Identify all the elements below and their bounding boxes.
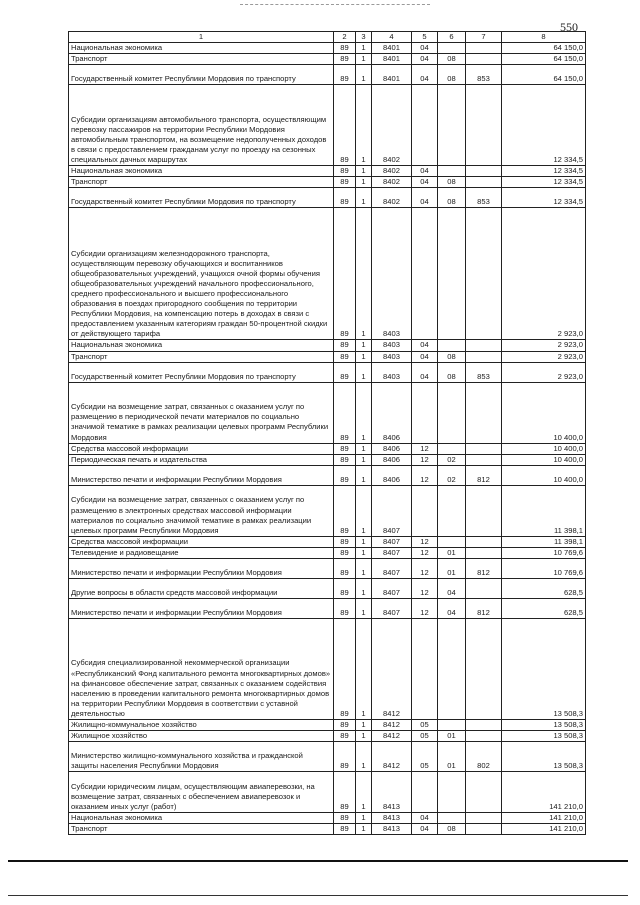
table-cell-col2: 89 <box>334 382 356 443</box>
table-cell-col3: 1 <box>356 65 372 85</box>
table-cell-col3: 1 <box>356 720 372 731</box>
table-cell-col8: 13 508,3 <box>502 731 586 742</box>
table-cell-col3: 1 <box>356 536 372 547</box>
table-cell-col6 <box>438 43 466 54</box>
table-cell-col6 <box>438 208 466 340</box>
table-cell-col4: 8401 <box>372 43 412 54</box>
column-header: 4 <box>372 32 412 43</box>
table-cell-col4: 8402 <box>372 177 412 188</box>
table-cell-col8: 141 210,0 <box>502 824 586 835</box>
table-cell-col5: 04 <box>412 54 438 65</box>
table-cell-col2: 89 <box>334 454 356 465</box>
table-cell-col8: 10 769,6 <box>502 547 586 558</box>
table-cell-col3: 1 <box>356 208 372 340</box>
table-cell-col2: 89 <box>334 536 356 547</box>
table-cell-col4: 8406 <box>372 454 412 465</box>
table-cell-col6 <box>438 85 466 166</box>
table-cell-col1: Жилищное хозяйство <box>69 731 334 742</box>
table-cell-col7 <box>466 772 502 813</box>
table-cell-col7 <box>466 536 502 547</box>
table-cell-col3: 1 <box>356 443 372 454</box>
table-row <box>69 619 586 720</box>
table-cell-col1: Министерство печати и информации Республики Мордовия <box>69 465 334 485</box>
table-cell-col1: Транспорт <box>69 177 334 188</box>
table-cell-col1: Субсидии юридическим лицам, осуществляющим авиаперевозки, на возмещение затрат, связанных с обеспечением авиаперевозок и оказанием иных услуг (работ) <box>69 772 334 813</box>
table-cell-col6: 01 <box>438 547 466 558</box>
table-cell-col7 <box>466 340 502 351</box>
table-cell-col7 <box>466 443 502 454</box>
table-cell-col6: 04 <box>438 599 466 619</box>
table-cell-col4: 8413 <box>372 772 412 813</box>
table-cell-col1: Субсидии организациям железнодорожного транспорта, осуществляющим перевозку обучающихся и воспитанников общеобразовательных учреждений, учащихся очной формы обучения общеобразовательных учреждений начального профессионального, среднего профессионального и высшего профессионального образования в поездах пригородного сообщения по территории Республики Мордовия, на компенсацию потерь в доходах в связи с предоставлением указанным категориям граждан 50-процентной скидки от действующего тарифа <box>69 208 334 340</box>
table-cell-col5: 04 <box>412 813 438 824</box>
table-row <box>69 65 586 85</box>
table-row <box>69 579 586 599</box>
table-cell-col5: 12 <box>412 465 438 485</box>
table-cell-col6: 08 <box>438 188 466 208</box>
table-cell-col8: 141 210,0 <box>502 772 586 813</box>
table-row <box>69 720 586 731</box>
column-header: 5 <box>412 32 438 43</box>
table-cell-col1: Телевидение и радиовещание <box>69 547 334 558</box>
table-cell-col2: 89 <box>334 720 356 731</box>
table-cell-col2: 89 <box>334 362 356 382</box>
table-cell-col8: 141 210,0 <box>502 813 586 824</box>
table-cell-col1: Субсидия специализированной некоммерческой организации «Республиканский Фонд капитального ремонта многоквартирных домов» на финансовое обеспечение затрат, связанных с оказанием содействия населению в проведении капитального ремонта многоквартирных домов на территории Республики Мордовия в соответствии с уставной деятельностью <box>69 619 334 720</box>
table-cell-col7 <box>466 351 502 362</box>
table-row <box>69 208 586 340</box>
table-cell-col2: 89 <box>334 465 356 485</box>
table-cell-col6 <box>438 340 466 351</box>
table-cell-col4: 8402 <box>372 166 412 177</box>
table-cell-col6: 01 <box>438 731 466 742</box>
table-cell-col2: 89 <box>334 85 356 166</box>
table-row <box>69 54 586 65</box>
table-cell-col2: 89 <box>334 742 356 772</box>
table-cell-col4: 8406 <box>372 382 412 443</box>
table-cell-col5: 04 <box>412 351 438 362</box>
table-cell-col5 <box>412 772 438 813</box>
table-cell-col3: 1 <box>356 177 372 188</box>
table-cell-col5 <box>412 485 438 536</box>
table-cell-col2: 89 <box>334 599 356 619</box>
table-cell-col6: 08 <box>438 54 466 65</box>
table-cell-col6 <box>438 720 466 731</box>
table-cell-col6: 01 <box>438 559 466 579</box>
table-cell-col8: 2 923,0 <box>502 208 586 340</box>
table-cell-col1: Субсидии организациям автомобильного транспорта, осуществляющим перевозку пассажиров на территории Республики Мордовия автомобильным транспортом, на возмещение недополученных доходов в связи с предоставлением гражданам услуг по проезду на сезонных специальных дачных маршрутах <box>69 85 334 166</box>
table-cell-col8: 12 334,5 <box>502 85 586 166</box>
table-cell-col4: 8407 <box>372 559 412 579</box>
table-row <box>69 382 586 443</box>
table-row <box>69 443 586 454</box>
table-cell-col3: 1 <box>356 351 372 362</box>
table-cell-col3: 1 <box>356 454 372 465</box>
table-cell-col8: 64 150,0 <box>502 54 586 65</box>
table-cell-col5: 12 <box>412 536 438 547</box>
table-cell-col5: 12 <box>412 559 438 579</box>
table-cell-col2: 89 <box>334 485 356 536</box>
table-cell-col7 <box>466 547 502 558</box>
table-cell-col4: 8406 <box>372 443 412 454</box>
table-cell-col3: 1 <box>356 813 372 824</box>
table-cell-col7 <box>466 382 502 443</box>
table-cell-col7 <box>466 166 502 177</box>
table-cell-col8: 12 334,5 <box>502 177 586 188</box>
column-header: 6 <box>438 32 466 43</box>
table-row <box>69 824 586 835</box>
table-cell-col5: 04 <box>412 362 438 382</box>
table-cell-col1: Другие вопросы в области средств массовой информации <box>69 579 334 599</box>
table-cell-col7: 853 <box>466 362 502 382</box>
table-cell-col3: 1 <box>356 188 372 208</box>
table-cell-col6: 08 <box>438 351 466 362</box>
table-cell-col3: 1 <box>356 166 372 177</box>
table-cell-col7 <box>466 619 502 720</box>
table-cell-col8: 10 400,0 <box>502 465 586 485</box>
table-cell-col1: Государственный комитет Республики Мордовия по транспорту <box>69 362 334 382</box>
table-cell-col5: 04 <box>412 188 438 208</box>
table-row <box>69 485 586 536</box>
table-cell-col7 <box>466 720 502 731</box>
table-row <box>69 536 586 547</box>
table-cell-col8: 2 923,0 <box>502 351 586 362</box>
table-row <box>69 772 586 813</box>
table-cell-col1: Министерство жилищно-коммунального хозяйства и гражданской защиты населения Республики Мордовия <box>69 742 334 772</box>
table-cell-col7 <box>466 731 502 742</box>
table-row <box>69 547 586 558</box>
table-cell-col2: 89 <box>334 54 356 65</box>
table-cell-col5: 05 <box>412 720 438 731</box>
table-cell-col6: 04 <box>438 579 466 599</box>
table-cell-col8: 11 398,1 <box>502 536 586 547</box>
table-cell-col8: 12 334,5 <box>502 166 586 177</box>
table-cell-col5 <box>412 382 438 443</box>
table-cell-col3: 1 <box>356 362 372 382</box>
table-cell-col2: 89 <box>334 547 356 558</box>
table-row <box>69 599 586 619</box>
table-cell-col4: 8407 <box>372 547 412 558</box>
table-cell-col7 <box>466 43 502 54</box>
scan-edge-top <box>240 4 430 5</box>
table-cell-col5: 12 <box>412 547 438 558</box>
table-cell-col7 <box>466 485 502 536</box>
table-cell-col6 <box>438 536 466 547</box>
table-cell-col2: 89 <box>334 813 356 824</box>
table-cell-col3: 1 <box>356 485 372 536</box>
table-cell-col7 <box>466 813 502 824</box>
table-cell-col7: 802 <box>466 742 502 772</box>
table-cell-col1: Национальная экономика <box>69 340 334 351</box>
table-cell-col2: 89 <box>334 188 356 208</box>
table-cell-col2: 89 <box>334 731 356 742</box>
table-cell-col6: 08 <box>438 824 466 835</box>
table-cell-col4: 8402 <box>372 85 412 166</box>
table-cell-col5: 12 <box>412 454 438 465</box>
table-cell-col7 <box>466 454 502 465</box>
table-cell-col6: 01 <box>438 742 466 772</box>
table-cell-col3: 1 <box>356 382 372 443</box>
table-cell-col2: 89 <box>334 208 356 340</box>
table-cell-col3: 1 <box>356 731 372 742</box>
table-cell-col8: 628,5 <box>502 599 586 619</box>
table-cell-col7: 812 <box>466 599 502 619</box>
table-cell-col7 <box>466 208 502 340</box>
table-cell-col2: 89 <box>334 579 356 599</box>
table-cell-col8: 628,5 <box>502 579 586 599</box>
table-cell-col4: 8412 <box>372 731 412 742</box>
table-cell-col3: 1 <box>356 619 372 720</box>
scan-edge-bottom <box>8 860 628 862</box>
table-cell-col6 <box>438 619 466 720</box>
table-cell-col5: 04 <box>412 177 438 188</box>
column-header: 3 <box>356 32 372 43</box>
table-cell-col2: 89 <box>334 824 356 835</box>
table-cell-col5: 04 <box>412 824 438 835</box>
table-cell-col3: 1 <box>356 547 372 558</box>
table-cell-col5 <box>412 208 438 340</box>
table-row <box>69 351 586 362</box>
table-row <box>69 465 586 485</box>
table-cell-col8: 13 508,3 <box>502 619 586 720</box>
table-cell-col3: 1 <box>356 43 372 54</box>
table-cell-col1: Субсидии на возмещение затрат, связанных с оказанием услуг по размещению в периодической печати материалов по социально значимой тематике в рамках реализации целевых программ Республики Мордовия <box>69 382 334 443</box>
table-cell-col1: Национальная экономика <box>69 166 334 177</box>
table-row <box>69 188 586 208</box>
table-cell-col3: 1 <box>356 824 372 835</box>
table-cell-col2: 89 <box>334 65 356 85</box>
table-cell-col3: 1 <box>356 599 372 619</box>
table-row <box>69 85 586 166</box>
table-cell-col7 <box>466 54 502 65</box>
table-cell-col2: 89 <box>334 177 356 188</box>
scan-edge-bottom-outer <box>8 895 628 896</box>
column-header: 1 <box>69 32 334 43</box>
table-cell-col4: 8412 <box>372 720 412 731</box>
table-cell-col8: 12 334,5 <box>502 188 586 208</box>
table-cell-col1: Министерство печати и информации Республики Мордовия <box>69 599 334 619</box>
table-cell-col5 <box>412 85 438 166</box>
table-row <box>69 340 586 351</box>
table-cell-col3: 1 <box>356 559 372 579</box>
table-cell-col1: Транспорт <box>69 351 334 362</box>
table-cell-col5: 05 <box>412 731 438 742</box>
table-cell-col6: 02 <box>438 465 466 485</box>
table-cell-col6 <box>438 443 466 454</box>
table-cell-col6 <box>438 772 466 813</box>
table-cell-col2: 89 <box>334 340 356 351</box>
table-cell-col6: 08 <box>438 65 466 85</box>
table-cell-col4: 8403 <box>372 362 412 382</box>
table-cell-col4: 8402 <box>372 188 412 208</box>
table-cell-col4: 8401 <box>372 65 412 85</box>
table-cell-col6: 08 <box>438 362 466 382</box>
column-header: 8 <box>502 32 586 43</box>
table-cell-col5 <box>412 619 438 720</box>
table-cell-col4: 8412 <box>372 619 412 720</box>
table-cell-col2: 89 <box>334 166 356 177</box>
table-cell-col5: 04 <box>412 43 438 54</box>
table-cell-col8: 13 508,3 <box>502 742 586 772</box>
table-cell-col3: 1 <box>356 85 372 166</box>
table-cell-col4: 8407 <box>372 579 412 599</box>
table-cell-col5: 12 <box>412 599 438 619</box>
table-cell-col2: 89 <box>334 619 356 720</box>
table-cell-col1: Транспорт <box>69 824 334 835</box>
table-cell-col5: 04 <box>412 65 438 85</box>
table-cell-col5: 04 <box>412 340 438 351</box>
table-cell-col1: Государственный комитет Республики Мордовия по транспорту <box>69 65 334 85</box>
table-row <box>69 43 586 54</box>
table-cell-col1: Средства массовой информации <box>69 443 334 454</box>
table-cell-col8: 11 398,1 <box>502 485 586 536</box>
table-cell-col6: 08 <box>438 177 466 188</box>
table-cell-col1: Жилищно-коммунальное хозяйство <box>69 720 334 731</box>
table-cell-col8: 10 400,0 <box>502 443 586 454</box>
table-row <box>69 177 586 188</box>
table-cell-col7: 812 <box>466 465 502 485</box>
table-cell-col3: 1 <box>356 54 372 65</box>
table-cell-col4: 8403 <box>372 340 412 351</box>
table-cell-col3: 1 <box>356 465 372 485</box>
table-cell-col3: 1 <box>356 772 372 813</box>
table-cell-col8: 64 150,0 <box>502 65 586 85</box>
table-cell-col2: 89 <box>334 772 356 813</box>
budget-table <box>68 31 586 835</box>
table-cell-col5: 12 <box>412 579 438 599</box>
table-cell-col1: Национальная экономика <box>69 43 334 54</box>
table-cell-col4: 8407 <box>372 485 412 536</box>
table-cell-col4: 8406 <box>372 465 412 485</box>
table-row <box>69 742 586 772</box>
table-cell-col7 <box>466 85 502 166</box>
table-cell-col6 <box>438 166 466 177</box>
table-row <box>69 559 586 579</box>
table-cell-col7 <box>466 579 502 599</box>
table-cell-col1: Периодическая печать и издательства <box>69 454 334 465</box>
table-cell-col8: 2 923,0 <box>502 362 586 382</box>
table-cell-col7: 853 <box>466 188 502 208</box>
table-cell-col7: 853 <box>466 65 502 85</box>
table-cell-col4: 8413 <box>372 813 412 824</box>
table-cell-col8: 10 400,0 <box>502 454 586 465</box>
table-cell-col4: 8403 <box>372 208 412 340</box>
table-cell-col8: 13 508,3 <box>502 720 586 731</box>
table-cell-col5: 04 <box>412 166 438 177</box>
table-cell-col5: 05 <box>412 742 438 772</box>
table-cell-col4: 8407 <box>372 536 412 547</box>
table-cell-col8: 2 923,0 <box>502 340 586 351</box>
table-cell-col6 <box>438 382 466 443</box>
table-cell-col5: 12 <box>412 443 438 454</box>
table-cell-col3: 1 <box>356 340 372 351</box>
table-cell-col3: 1 <box>356 742 372 772</box>
table-row <box>69 362 586 382</box>
column-header: 7 <box>466 32 502 43</box>
page-number: 550 <box>560 20 578 34</box>
table-cell-col8: 10 769,6 <box>502 559 586 579</box>
table-cell-col7 <box>466 824 502 835</box>
table-cell-col6 <box>438 485 466 536</box>
table-cell-col6 <box>438 813 466 824</box>
table-cell-col2: 89 <box>334 351 356 362</box>
table-cell-col4: 8412 <box>372 742 412 772</box>
table-cell-col1: Транспорт <box>69 54 334 65</box>
table-row <box>69 813 586 824</box>
table-cell-col2: 89 <box>334 559 356 579</box>
table-row <box>69 166 586 177</box>
table-cell-col8: 10 400,0 <box>502 382 586 443</box>
table-cell-col8: 64 150,0 <box>502 43 586 54</box>
table-cell-col7 <box>466 177 502 188</box>
table-cell-col2: 89 <box>334 43 356 54</box>
table-cell-col4: 8401 <box>372 54 412 65</box>
table-cell-col4: 8407 <box>372 599 412 619</box>
table-cell-col1: Государственный комитет Республики Мордовия по транспорту <box>69 188 334 208</box>
table-cell-col1: Субсидии на возмещение затрат, связанных с оказанием услуг по размещению в электронных средствах массовой информации материалов по социально значимой тематике в рамках реализации целевых программ Республики Мордовия <box>69 485 334 536</box>
table-cell-col1: Средства массовой информации <box>69 536 334 547</box>
table-row <box>69 454 586 465</box>
table-cell-col1: Министерство печати и информации Республики Мордовия <box>69 559 334 579</box>
table-row <box>69 731 586 742</box>
table-cell-col4: 8413 <box>372 824 412 835</box>
table-cell-col4: 8403 <box>372 351 412 362</box>
table-cell-col7: 812 <box>466 559 502 579</box>
table-cell-col1: Национальная экономика <box>69 813 334 824</box>
table-cell-col6: 02 <box>438 454 466 465</box>
table-cell-col2: 89 <box>334 443 356 454</box>
table-cell-col3: 1 <box>356 579 372 599</box>
column-header: 2 <box>334 32 356 43</box>
table-header-row <box>69 32 586 43</box>
